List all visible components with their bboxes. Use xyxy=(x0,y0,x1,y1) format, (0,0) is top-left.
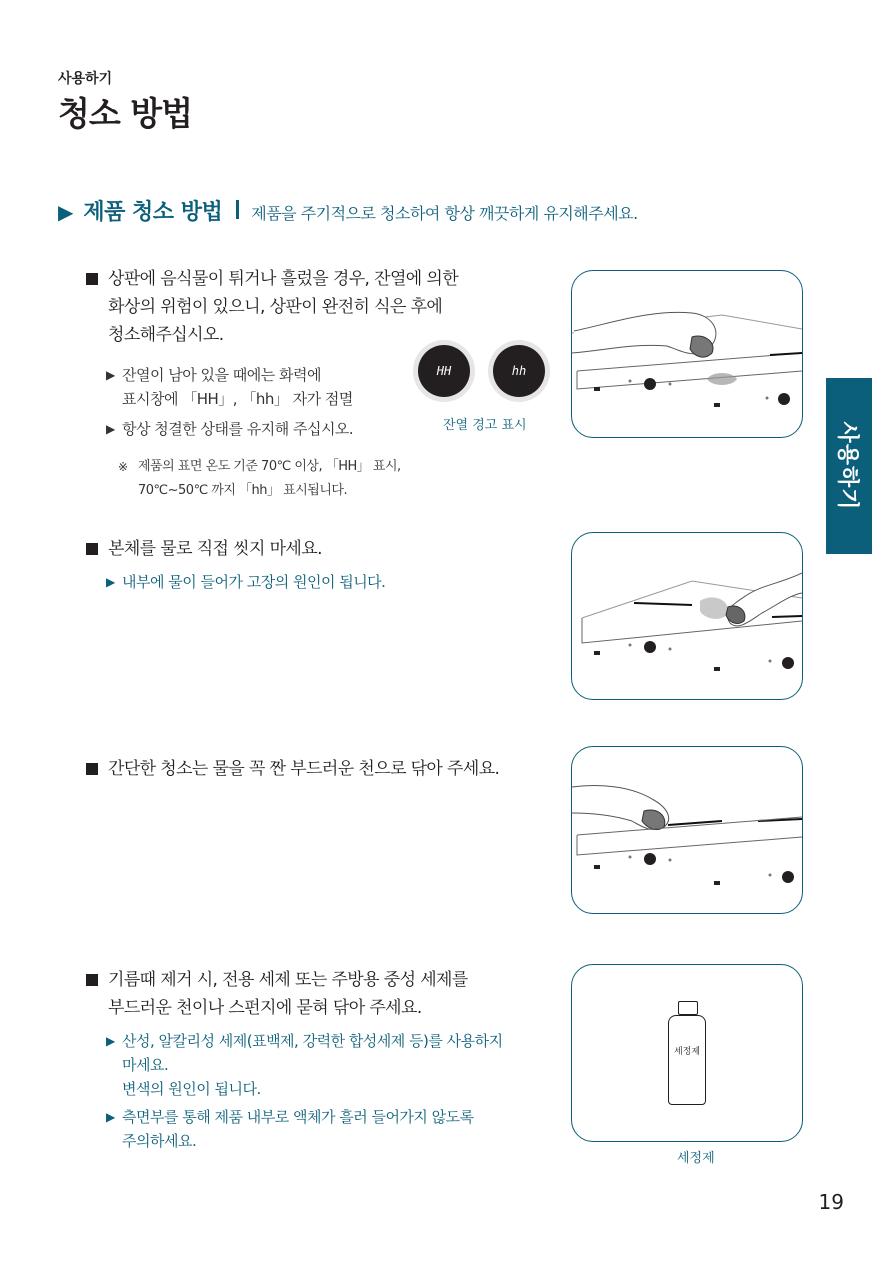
illustration-wipe-cloth xyxy=(571,746,803,914)
section-subtitle: 제품을 주기적으로 청소하여 항상 깨끗하게 유지해주세요. xyxy=(251,204,638,223)
square-bullet-icon xyxy=(86,543,98,555)
detergent-caption: 세정제 xyxy=(677,1151,715,1166)
illustration-wipe-cooktop xyxy=(571,270,803,438)
instruction-1-note-1 xyxy=(106,363,416,411)
instruction-4-line-1: 기름때 제거 시, 전용 세제 또는 주방용 중성 세제를 xyxy=(108,970,468,990)
instruction-1-remark xyxy=(118,455,458,503)
bottle-body xyxy=(668,1015,706,1105)
square-bullet-icon xyxy=(86,763,98,775)
instruction-3-line-1: 간단한 청소는 물을 꼭 짠 부드러운 천으로 닦아 주세요. xyxy=(108,759,500,779)
bottle-label: 세정제 xyxy=(673,1047,701,1057)
breadcrumb: 사용하기 xyxy=(58,71,113,87)
page-number: 19 xyxy=(818,1190,844,1214)
arrow-bullet-icon: ▶ xyxy=(106,368,115,382)
detergent-bottle-icon xyxy=(668,1001,706,1105)
note-line: 변색의 원인이 됩니다. xyxy=(122,1080,261,1098)
instruction-3 xyxy=(86,755,556,783)
page-title: 청소 방법 xyxy=(58,94,193,133)
illustration-detergent xyxy=(571,964,803,1142)
section-title: 제품 청소 방법 xyxy=(83,200,223,225)
illustration-no-water xyxy=(571,532,803,700)
remark-line: 70℃~50℃ 까지 「hh」 표시됩니다. xyxy=(138,483,348,498)
instruction-1-note-2 xyxy=(106,417,416,441)
remark-line: 제품의 표면 온도 기준 70℃ 이상, 「HH」 표시, xyxy=(138,459,401,474)
arrow-bullet-icon: ▶ xyxy=(106,1034,115,1048)
display-text: hh xyxy=(493,345,545,397)
instruction-4-line-2: 부드러운 천이나 스펀지에 묻혀 닦아 주세요. xyxy=(108,998,422,1018)
arrow-bullet-icon: ▶ xyxy=(106,575,115,589)
side-tab-label: 사용하기 xyxy=(834,421,860,511)
note-line: 항상 청결한 상태를 유지해 주십시오. xyxy=(122,420,354,438)
arrow-bullet-icon: ▶ xyxy=(106,422,115,436)
note-line: 산성, 알칼리성 세제(표백제, 강력한 합성세제 등)를 사용하지 xyxy=(122,1032,503,1050)
residual-heat-display-low-hh xyxy=(488,340,550,402)
section-heading xyxy=(58,195,638,226)
reference-mark: ※ xyxy=(118,460,128,474)
arrow-bullet-icon: ▶ xyxy=(106,1110,115,1124)
instruction-4-note-1 xyxy=(106,1029,546,1101)
instruction-1-line-1: 상판에 음식물이 튀거나 흘렀을 경우, 잔열에 의한 xyxy=(108,269,459,289)
cooktop-hand-illustration xyxy=(572,271,802,437)
residual-heat-display-hh xyxy=(413,340,475,402)
instruction-2-line-1: 본체를 물로 직접 씻지 마세요. xyxy=(108,539,322,559)
instruction-2-note-1 xyxy=(106,570,526,594)
instruction-4-note-2 xyxy=(106,1105,546,1153)
note-line: 잔열이 남아 있을 때에는 화력에 xyxy=(122,366,321,384)
instruction-2 xyxy=(86,535,556,563)
cooktop-damp-cloth-illustration xyxy=(572,747,802,913)
display-text: HH xyxy=(418,345,470,397)
cooktop-cloth-illustration xyxy=(572,533,802,699)
note-line: 내부에 물이 들어가 고장의 원인이 됩니다. xyxy=(122,573,386,591)
square-bullet-icon xyxy=(86,974,98,986)
display-caption: 잔열 경고 표시 xyxy=(443,418,527,433)
note-line: 표시창에 「HH」, 「hh」 자가 점멸 xyxy=(122,390,353,408)
play-arrow-icon: ▶ xyxy=(58,200,74,224)
instruction-4 xyxy=(86,966,556,1022)
instruction-1-line-2: 화상의 위험이 있으니, 상판이 완전히 식은 후에 xyxy=(108,297,443,317)
note-line: 측면부를 통해 제품 내부로 액체가 흘러 들어가지 않도록 xyxy=(122,1108,474,1126)
note-line: 주의하세요. xyxy=(122,1132,197,1150)
note-line: 마세요. xyxy=(122,1056,169,1074)
bottle-cap xyxy=(678,1001,698,1015)
instruction-1 xyxy=(86,265,556,349)
square-bullet-icon xyxy=(86,273,98,285)
section-divider xyxy=(236,200,239,219)
instruction-1-line-3: 청소해주십시오. xyxy=(108,325,224,345)
side-tab xyxy=(826,378,872,554)
